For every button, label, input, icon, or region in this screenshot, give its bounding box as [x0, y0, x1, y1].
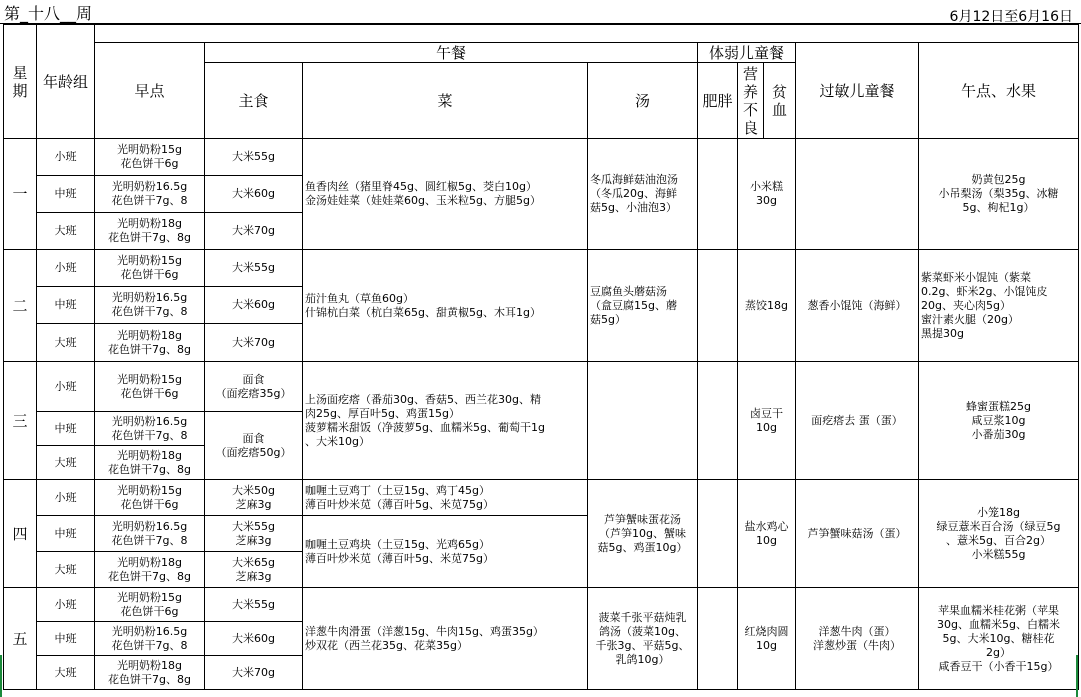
breakfast-cell: 光明奶粉18g 花色饼干7g、8g	[95, 552, 205, 588]
allergy-cell: 芦笋蟹味菇汤（蛋）	[796, 480, 919, 588]
class-small: 小班	[37, 139, 95, 176]
class-middle: 中班	[37, 412, 95, 446]
obese-cell	[698, 362, 738, 480]
col-age-group: 年龄组	[37, 25, 95, 139]
allergy-cell: 洋葱牛肉（蛋） 洋葱炒蛋（牛肉）	[796, 588, 919, 690]
soup-cell: 豆腐鱼头蘑菇汤 （盒豆腐15g、蘑 菇5g）	[588, 250, 698, 362]
malnutrition-cell: 小米糕 30g	[738, 139, 796, 250]
class-middle: 中班	[37, 622, 95, 656]
obese-cell	[698, 250, 738, 362]
day-fri: 五	[4, 588, 37, 690]
col-obese: 肥胖	[698, 63, 738, 139]
col-snack: 午点、水果	[919, 43, 1079, 139]
col-weekday: 星 期	[4, 25, 37, 139]
staple-cell: 大米65g 芝麻3g	[205, 552, 303, 588]
breakfast-cell: 光明奶粉15g 花色饼干6g	[95, 250, 205, 287]
breakfast-cell: 光明奶粉18g 花色饼干7g、8g	[95, 213, 205, 250]
staple-cell: 面食 （面疙瘩50g）	[205, 412, 303, 480]
obese-cell	[698, 588, 738, 690]
date-range: 6月12日至6月16日	[949, 9, 1073, 25]
col-anemia: 贫 血	[764, 63, 796, 139]
malnutrition-cell: 盐水鸡心 10g	[738, 480, 796, 588]
dish-cell: 咖喱土豆鸡丁（土豆15g、鸡丁45g） 薄百叶炒米苋（薄百叶5g、米苋75g）	[303, 480, 588, 516]
dish-cell: 鱼香肉丝（猪里脊45g、圆红椒5g、茭白10g） 金汤娃娃菜（娃娃菜60g、玉米粒5g、方腿5g）	[303, 139, 588, 250]
malnutrition-cell: 卤豆干 10g	[738, 362, 796, 480]
staple-cell: 大米55g	[205, 139, 303, 176]
col-weak: 体弱儿童餐	[698, 43, 796, 63]
staple-cell: 大米60g	[205, 622, 303, 656]
class-large: 大班	[37, 446, 95, 480]
selection-edge-left	[0, 655, 2, 697]
staple-cell: 大米60g	[205, 287, 303, 324]
header-blank	[95, 25, 1079, 43]
dish-cell: 上汤面疙瘩（番茄30g、香菇5、西兰花30g、精 肉25g、厚百叶5g、鸡蛋15g） 菠萝糯米甜饭（净菠萝5g、血糯米5g、葡萄干1g 、大米10g）	[303, 362, 588, 480]
staple-cell: 大米55g	[205, 250, 303, 287]
class-middle: 中班	[37, 516, 95, 552]
breakfast-cell: 光明奶粉15g 花色饼干6g	[95, 480, 205, 516]
class-large: 大班	[37, 213, 95, 250]
allergy-cell: 面疙瘩去 蛋（蛋）	[796, 362, 919, 480]
class-large: 大班	[37, 656, 95, 690]
col-breakfast: 早点	[95, 43, 205, 139]
class-small: 小班	[37, 480, 95, 516]
col-staple: 主食	[205, 63, 303, 139]
day-mon: 一	[4, 139, 37, 250]
snack-cell: 苹果血糯米桂花粥（苹果 30g、血糯米5g、白糯米 5g、大米10g、糖桂花 2g） 咸香豆干（小香干15g）	[919, 588, 1079, 690]
staple-cell: 大米70g	[205, 213, 303, 250]
col-soup: 汤	[588, 63, 698, 139]
soup-cell: 菠菜千张平菇炖乳 鸽汤（菠菜10g、 千张3g、平菇5g、 乳鸽10g）	[588, 588, 698, 690]
selection-edge-right	[1076, 655, 1078, 697]
soup-cell	[588, 362, 698, 480]
staple-cell: 大米70g	[205, 656, 303, 690]
class-middle: 中班	[37, 287, 95, 324]
snack-cell: 蜂蜜蛋糕25g 咸豆浆10g 小番茄30g	[919, 362, 1079, 480]
staple-cell: 大米70g	[205, 324, 303, 362]
breakfast-cell: 光明奶粉16.5g 花色饼干7g、8	[95, 287, 205, 324]
day-wed: 三	[4, 362, 37, 480]
class-small: 小班	[37, 588, 95, 622]
class-large: 大班	[37, 552, 95, 588]
staple-cell: 大米50g 芝麻3g	[205, 480, 303, 516]
staple-cell: 大米55g	[205, 588, 303, 622]
dish-cell: 咖喱土豆鸡块（土豆15g、光鸡65g） 薄百叶炒米苋（薄百叶5g、米苋75g）	[303, 516, 588, 588]
snack-cell: 奶黄包25g 小吊梨汤（梨35g、冰糖 5g、枸杞1g）	[919, 139, 1079, 250]
breakfast-cell: 光明奶粉16.5g 花色饼干7g、8	[95, 412, 205, 446]
day-tue: 二	[4, 250, 37, 362]
col-allergy: 过敏儿童餐	[796, 43, 919, 139]
staple-cell: 大米55g 芝麻3g	[205, 516, 303, 552]
malnutrition-cell: 红烧肉圆 10g	[738, 588, 796, 690]
breakfast-cell: 光明奶粉16.5g 花色饼干7g、8	[95, 176, 205, 213]
staple-cell: 大米60g	[205, 176, 303, 213]
class-small: 小班	[37, 250, 95, 287]
obese-cell	[698, 139, 738, 250]
day-thu: 四	[4, 480, 37, 588]
allergy-cell	[796, 139, 919, 250]
col-malnutrition: 营 养 不 良	[738, 63, 764, 139]
breakfast-cell: 光明奶粉18g 花色饼干7g、8g	[95, 446, 205, 480]
allergy-cell: 葱香小馄饨（海鲜）	[796, 250, 919, 362]
breakfast-cell: 光明奶粉15g 花色饼干6g	[95, 139, 205, 176]
snack-cell: 紫菜虾米小馄饨（紫菜 0.2g、虾米2g、小馄饨皮 20g、夹心肉5g） 蜜汁素火腿（20g） 黑提30g	[919, 250, 1079, 362]
snack-cell: 小笼18g 绿豆薏米百合汤（绿豆5g 、薏米5g、百合2g） 小米糕55g	[919, 480, 1079, 588]
soup-cell: 芦笋蟹味蛋花汤 （芦笋10g、蟹味 菇5g、鸡蛋10g）	[588, 480, 698, 588]
soup-cell: 冬瓜海鲜菇油泡汤 （冬瓜20g、海鲜 菇5g、小油泡3）	[588, 139, 698, 250]
malnutrition-cell: 蒸饺18g	[738, 250, 796, 362]
class-middle: 中班	[37, 176, 95, 213]
breakfast-cell: 光明奶粉16.5g 花色饼干7g、8	[95, 516, 205, 552]
week-label: 第_十八__周	[4, 4, 93, 23]
col-dish: 菜	[303, 63, 588, 139]
dish-cell: 洋葱牛肉滑蛋（洋葱15g、牛肉15g、鸡蛋35g） 炒双花（西兰花35g、花菜35g）	[303, 588, 588, 690]
col-lunch: 午餐	[205, 43, 698, 63]
obese-cell	[698, 480, 738, 588]
class-large: 大班	[37, 324, 95, 362]
breakfast-cell: 光明奶粉18g 花色饼干7g、8g	[95, 324, 205, 362]
breakfast-cell: 光明奶粉18g 花色饼干7g、8g	[95, 656, 205, 690]
breakfast-cell: 光明奶粉16.5g 花色饼干7g、8	[95, 622, 205, 656]
staple-cell: 面食 （面疙瘩35g）	[205, 362, 303, 412]
breakfast-cell: 光明奶粉15g 花色饼干6g	[95, 362, 205, 412]
breakfast-cell: 光明奶粉15g 花色饼干6g	[95, 588, 205, 622]
dish-cell: 茄汁鱼丸（草鱼60g） 什锦杭白菜（杭白菜65g、甜黄椒5g、木耳1g）	[303, 250, 588, 362]
weekly-menu-table	[3, 24, 1079, 690]
class-small: 小班	[37, 362, 95, 412]
